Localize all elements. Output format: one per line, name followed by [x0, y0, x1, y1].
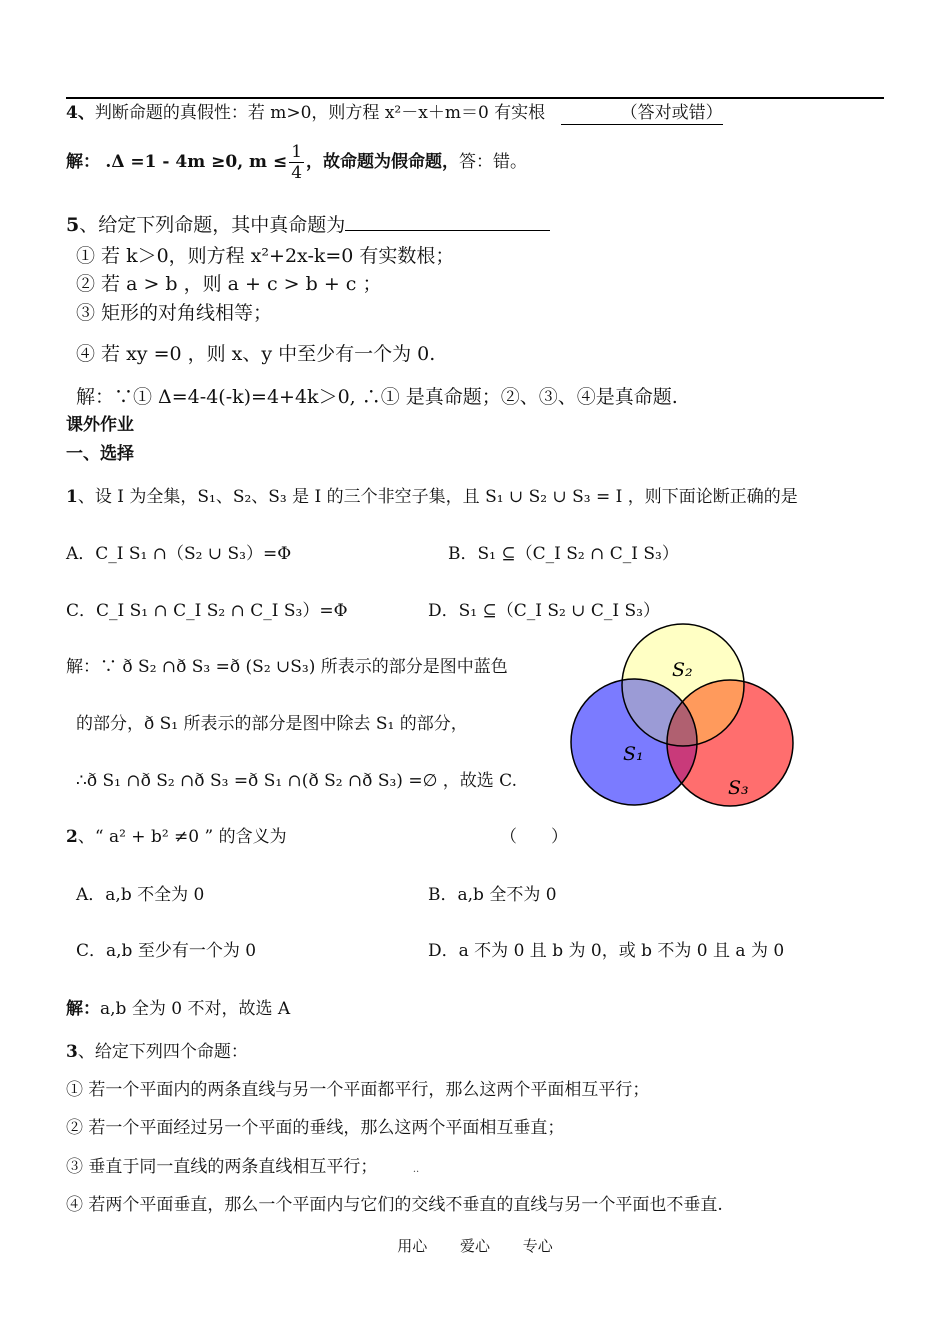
- mc1-option-d[interactable]: D．S₁ ⊆（C_I S₂ ∪ C_I S₃）: [428, 601, 660, 621]
- q5-item-1: ① 若 k＞0，则方程 x²+2x-k=0 有实数根；: [76, 245, 455, 267]
- mc1-question: 1、设 I 为全集，S₁、S₂、S₃ 是 I 的三个非空子集，且 S₁ ∪ S₂ ∪ S₃ = I ，则下面论断正确的是: [66, 487, 798, 507]
- q4-fraction: $\frac{1}{4}$: [291, 142, 303, 183]
- mc2-question: 2、“ a² + b² ≠0 ” 的含义为: [66, 827, 287, 847]
- mc3-item-3: ③ 垂直于同一直线的两条直线相互平行； ..: [66, 1157, 420, 1177]
- q5-question: 5、给定下列命题，其中真命题为: [66, 214, 550, 236]
- q5-item-2: ② 若 a > b ，则 a + c > b + c ；: [76, 273, 382, 295]
- mc2-option-d[interactable]: D．a 不为 0 且 b 为 0，或 b 不为 0 且 a 为 0: [428, 941, 785, 961]
- mc3-item-1: ① 若一个平面内的两条直线与另一个平面都平行，那么这两个平面相互平行；: [66, 1080, 650, 1100]
- mc3-item-4: ④ 若两个平面垂直，那么一个平面内与它们的交线不垂直的直线与另一个平面也不垂直.: [66, 1195, 723, 1215]
- q4-answer-blank[interactable]: （答对或错）: [561, 102, 723, 125]
- header-rule: [66, 97, 884, 99]
- homework-title: 课外作业: [66, 415, 134, 435]
- venn-diagram: [568, 622, 800, 810]
- mc2-answer-paren[interactable]: （ ）: [500, 827, 568, 847]
- q4-question: 4、判断命题的真假性：若 m>0，则方程 x²－x＋m＝0 有实根 （答对或错）: [66, 103, 723, 123]
- mc2-option-c[interactable]: C．a,b 至少有一个为 0: [76, 941, 257, 961]
- mc3-question: 3、给定下列四个命题：: [66, 1042, 248, 1062]
- q4-solution: 解： .Δ =1 - 4m ≥0, m ≤ $\frac{1}{4}$ ，故命题为假命题，答：错。: [66, 142, 528, 183]
- footer-item-2: 爱心: [459, 1237, 490, 1255]
- footer-item-3: 专心: [522, 1237, 553, 1255]
- footer-item-1: 用心: [397, 1237, 428, 1255]
- mc1-solution-2: 的部分，ð S₁ 所表示的部分是图中除去 S₁ 的部分，: [76, 714, 468, 734]
- mc1-option-c[interactable]: C．C_I S₁ ∩ C_I S₂ ∩ C_I S₃）=Φ: [66, 601, 348, 621]
- s3-label: S₃: [728, 777, 749, 799]
- s1-label: S₁: [623, 743, 644, 765]
- mc1-solution-1: 解：∵ ð S₂ ∩ð S₃ =ð (S₂ ∪S₃) 所表示的部分是图中蓝色: [66, 657, 508, 677]
- page-footer: [0, 1235, 950, 1256]
- mc3-item-2: ② 若一个平面经过另一个平面的垂线，那么这两个平面相互垂直；: [66, 1118, 565, 1138]
- q5-solution: 解：∵① Δ=4-4(-k)=4+4k＞0, ∴① 是真命题；②、③、④是真命题.: [76, 386, 678, 408]
- mc2-option-b[interactable]: B．a,b 全不为 0: [428, 885, 557, 905]
- s2-label: S₂: [672, 659, 693, 681]
- q5-item-3: ③ 矩形的对角线相等；: [76, 302, 273, 324]
- section-title: 一、选择: [66, 444, 134, 464]
- mc2-solution: 解：a,b 全为 0 不对，故选 A: [66, 999, 291, 1019]
- mc1-option-b[interactable]: B．S₁ ⊆（C_I S₂ ∩ C_I S₃）: [448, 544, 679, 564]
- mc1-solution-3: ∴ð S₁ ∩ð S₂ ∩ð S₃ =ð S₁ ∩(ð S₂ ∩ð S₃) =∅ ，故选 C.: [76, 771, 517, 791]
- q5-item-4: ④ 若 xy =0 ，则 x、y 中至少有一个为 0.: [76, 343, 436, 365]
- q4-number: 4: [66, 103, 78, 123]
- q4-text: 判断命题的真假性：若 m>0，则方程 x²－x＋m＝0 有实根: [94, 103, 546, 123]
- q5-answer-blank[interactable]: [345, 214, 550, 231]
- mc2-option-a[interactable]: A．a,b 不全为 0: [76, 885, 205, 905]
- mc1-option-a[interactable]: A．C_I S₁ ∩（S₂ ∪ S₃）=Φ: [66, 544, 292, 564]
